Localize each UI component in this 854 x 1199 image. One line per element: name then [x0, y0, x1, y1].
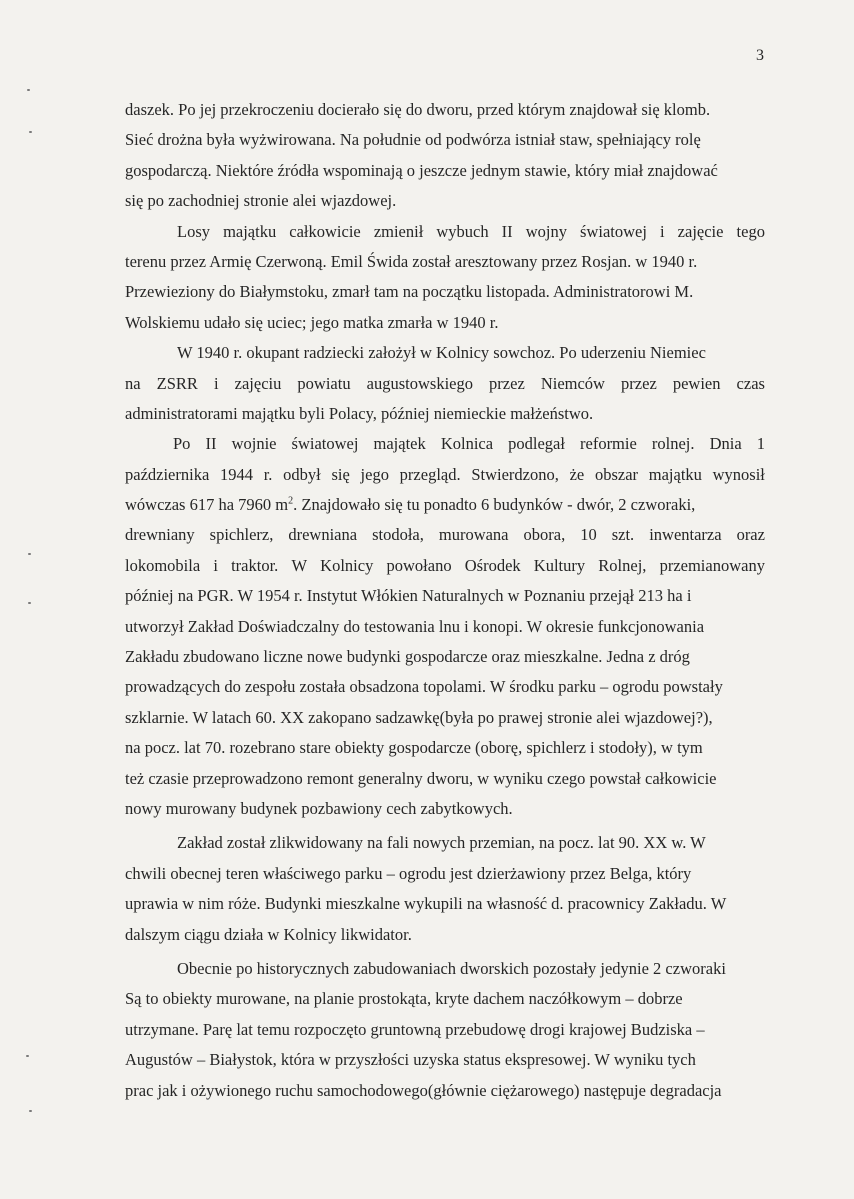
text-segment: . Znajdowało się tu ponadto 6 budynków - dwór, 2 czworaki, [293, 495, 696, 515]
text-segment: Są to obiekty murowane, na planie prostokąta, kryte dachem naczółkowym – dobrze [125, 989, 683, 1009]
word: wojny [525, 221, 567, 241]
word: przemianowany [659, 555, 765, 575]
text-line [125, 551, 765, 581]
word: czas [736, 373, 765, 393]
word: wynosił [712, 464, 765, 484]
text-line [125, 460, 765, 490]
text-line [125, 399, 765, 429]
text-segment: Wolskiemu udało się uciec; jego matka zmarła w 1940 r. [125, 312, 499, 332]
text-line [125, 490, 765, 520]
scan-speck [29, 131, 32, 133]
word: odbył [283, 464, 321, 484]
word: Kolnica [440, 434, 494, 454]
text-line [125, 338, 765, 368]
text-line [125, 217, 765, 247]
word: zmienił [373, 221, 424, 241]
text-line [125, 1015, 765, 1045]
text-line [125, 125, 765, 155]
text-segment: administratorami majątku byli Polacy, później niemieckie małżeństwo. [125, 403, 594, 423]
text-segment: też czasie przeprowadzono remont generalny dworu, w wyniku czego powstał całkowicie [125, 768, 717, 788]
word: się [331, 464, 350, 484]
word: rolnej. [651, 434, 695, 454]
text-line [125, 1045, 765, 1075]
text-segment: Obecnie po historycznych zabudowaniach dworskich pozostały jedynie 2 czworaki [177, 958, 726, 978]
word: przez [489, 373, 525, 393]
text-segment: wówczas 617 ha 7960 m [125, 495, 289, 515]
text-segment: się po zachodniej stronie alei wjazdowej. [125, 191, 397, 211]
text-segment: utworzył Zakład Doświadczalny do testowania lnu i konopi. W okresie funkcjonowania [125, 616, 705, 636]
word: 1 [756, 434, 765, 454]
text-line [125, 247, 765, 277]
word: października [125, 464, 210, 484]
text-line [125, 764, 765, 794]
text-segment: Zakład został zlikwidowany na fali nowych przemian, na pocz. lat 90. XX w. W [177, 833, 706, 853]
word: Stwierdzono, [471, 464, 559, 484]
text-line [125, 581, 765, 611]
word: traktor. [231, 555, 279, 575]
text-segment: szklarnie. W latach 60. XX zakopano sadzawkę(była po prawej stronie alei wjazdowej?), [125, 707, 713, 727]
scan-speck [28, 602, 31, 604]
text-line [125, 920, 765, 950]
word: światowej [291, 434, 359, 454]
word: II [205, 434, 217, 454]
body-text [125, 95, 765, 1106]
text-segment: Zakładu zbudowano liczne nowe budynki gospodarcze oraz mieszkalne. Jedna z dróg [125, 647, 690, 667]
word: wojnie [231, 434, 277, 454]
word: spichlerz, [209, 525, 274, 545]
word: że [569, 464, 585, 484]
text-segment: prac jak i ożywionego ruchu samochodowego(głównie ciężarowego) następuje degradacja [125, 1080, 722, 1100]
word: jego [360, 464, 389, 484]
text-segment: prowadzących do zespołu została obsadzona topolami. W środku parku – ogrodu powstały [125, 677, 723, 697]
text-segment: W 1940 r. okupant radziecki założył w Kolnicy sowchoz. Po uderzeniu Niemiec [177, 343, 706, 363]
text-line [125, 277, 765, 307]
text-segment: na pocz. lat 70. rozebrano stare obiekty gospodarcze (oborę, spichlerz i stodoły), w tym [125, 738, 703, 758]
text-segment: Sieć drożna była wyżwirowana. Na południe od podwórza istniał staw, spełniający rolę [125, 130, 701, 150]
text-segment: daszek. Po jej przekroczeniu docierało się do dworu, przed którym znajdował się klomb. [125, 100, 711, 119]
text-line [125, 672, 765, 702]
superscript: 2 [288, 495, 294, 507]
scan-speck [27, 89, 30, 91]
text-segment: Augustów – Białystok, która w przyszłości uzyska status ekspresowej. W wyniku tych [125, 1050, 696, 1070]
word: i [213, 555, 218, 575]
text-line [125, 429, 765, 459]
word: i [660, 221, 665, 241]
text-line [125, 703, 765, 733]
word: Kolnicy [320, 555, 374, 575]
word: majątku [648, 464, 702, 484]
text-line [125, 186, 765, 216]
text-line [125, 859, 765, 889]
scan-speck [29, 1110, 32, 1112]
text-line [125, 828, 765, 858]
text-segment: utrzymane. Parę lat temu rozpoczęto gruntowną przebudowę drogi krajowej Budziska – [125, 1019, 705, 1039]
word: obora, [523, 525, 566, 545]
scan-speck [28, 553, 31, 555]
word: ZSRR [156, 373, 198, 393]
text-segment: dalszym ciągu działa w Kolnicy likwidator. [125, 924, 412, 944]
word: stodoła, [372, 525, 424, 545]
word: oraz [736, 525, 765, 545]
word: 1944 [220, 464, 253, 484]
word: augustowskiego [366, 373, 473, 393]
text-segment [125, 490, 695, 520]
text-line [125, 642, 765, 672]
text-segment: uprawia w nim róże. Budynki mieszkalne wykupili na własność d. pracownicy Zakładu. W [125, 894, 727, 914]
word: pewien [672, 373, 721, 393]
text-segment: gospodarczą. Niektóre źródła wspominają o jeszcze jednym stawie, który miał znajdować [125, 160, 718, 180]
word: tego [736, 221, 765, 241]
word: Po [173, 434, 191, 454]
word: reformie [580, 434, 637, 454]
word: całkowicie [289, 221, 361, 241]
word: i [213, 373, 219, 393]
word: majątku [223, 221, 277, 241]
word: W [291, 555, 308, 575]
word: zajęciu [234, 373, 282, 393]
text-line [125, 156, 765, 186]
word: murowana [438, 525, 509, 545]
word: II [501, 221, 513, 241]
word: Losy [177, 221, 210, 241]
text-segment: terenu przez Armię Czerwoną. Emil Świda został aresztowany przez Rosjan. w 1940 r. [125, 251, 698, 271]
text-line [125, 984, 765, 1014]
word: powiatu [297, 373, 351, 393]
word: Kultury [533, 555, 586, 575]
word: drewniany [125, 525, 195, 545]
text-segment: nowy murowany budynek pozbawiony cech zabytkowych. [125, 798, 513, 818]
text-line [125, 308, 765, 338]
word: przegląd. [399, 464, 461, 484]
word: 10 [580, 525, 597, 545]
word: Rolnej, [598, 555, 647, 575]
word: podlegał [508, 434, 565, 454]
text-line [125, 954, 765, 984]
text-line [125, 612, 765, 642]
text-line [125, 520, 765, 550]
text-line [125, 794, 765, 824]
word: drewniana [288, 525, 358, 545]
word: Ośrodek [464, 555, 521, 575]
text-line [125, 733, 765, 763]
text-line [125, 1076, 765, 1106]
word: Dnia [709, 434, 742, 454]
word: Niemców [540, 373, 605, 393]
text-segment: chwili obecnej teren właściwego parku – ogrodu jest dzierżawiony przez Belga, który [125, 863, 692, 883]
word: na [125, 373, 141, 393]
word: światowej [580, 221, 647, 241]
word: szt. [611, 525, 635, 545]
text-segment: później na PGR. W 1954 r. Instytut Włókien Naturalnych w Poznaniu przejął 213 ha i [125, 586, 692, 606]
text-line [125, 95, 765, 125]
word: przez [621, 373, 657, 393]
word: inwentarza [649, 525, 722, 545]
word: zajęcie [677, 221, 724, 241]
word: majątek [373, 434, 426, 454]
text-line [125, 889, 765, 919]
scan-speck [26, 1055, 29, 1057]
text-segment: Przewieziony do Białymstoku, zmarł tam na początku listopada. Administratorowi M. [125, 282, 694, 302]
word: obszar [594, 464, 639, 484]
word: wybuch [436, 221, 489, 241]
word: lokomobila [125, 555, 201, 575]
word: powołano [386, 555, 452, 575]
page-number: 3 [756, 47, 764, 64]
word: r. [263, 464, 273, 484]
text-line [125, 369, 765, 399]
